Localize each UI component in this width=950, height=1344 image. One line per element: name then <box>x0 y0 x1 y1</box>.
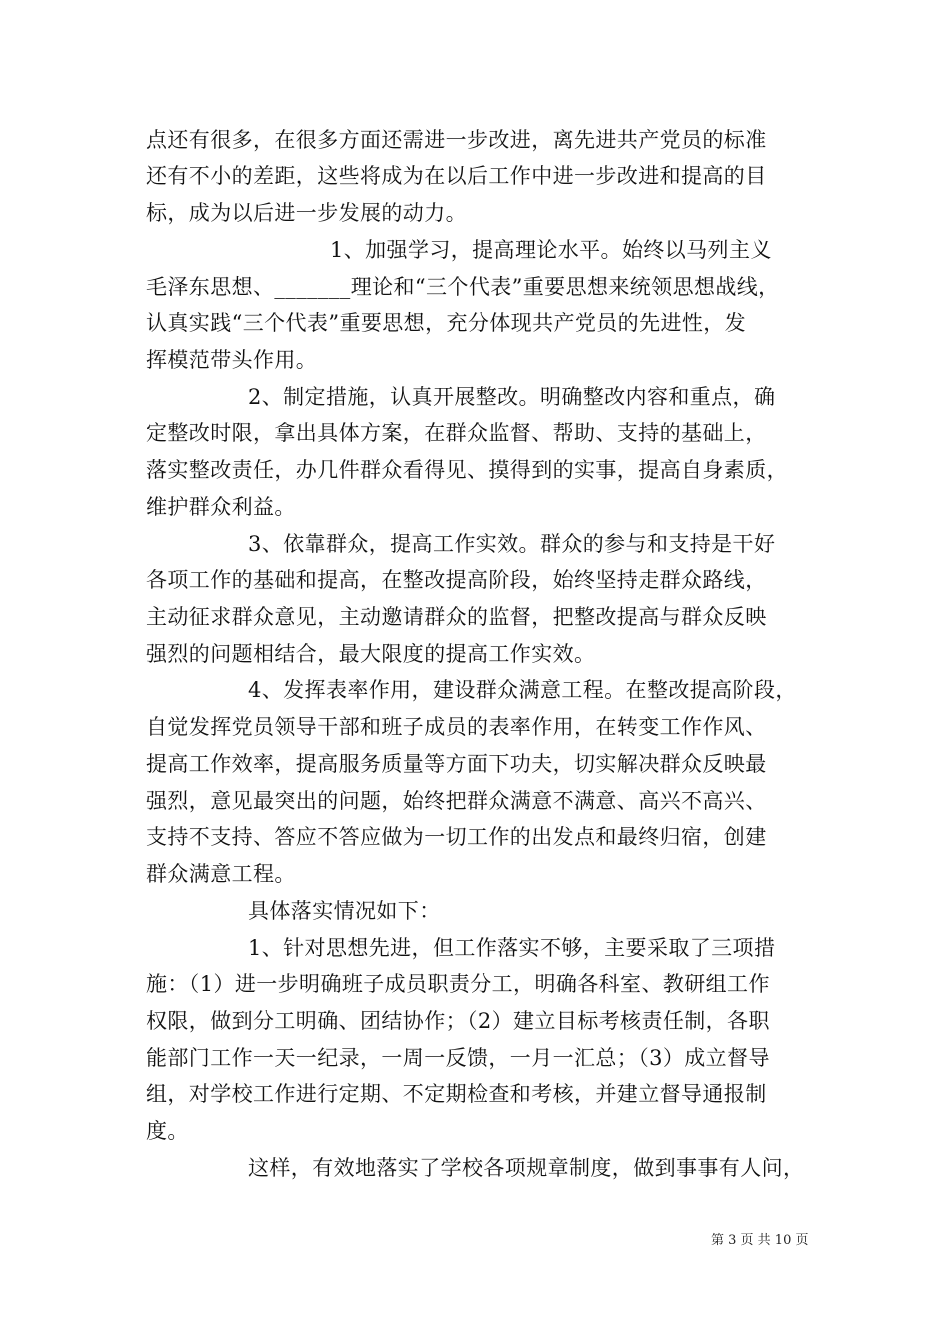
text-line: 维护群众利益。 <box>146 495 296 519</box>
text-line: 标，成为以后进一步发展的动力。 <box>146 201 467 225</box>
text-line: 权限，做到分工明确、团结协作；（2）建立目标考核责任制，各职 <box>146 1009 770 1033</box>
page-number: 第 3 页 共 10 页 <box>711 1233 809 1248</box>
paragraph-start: 这样，有效地落实了学校各项规章制度，做到事事有人问， <box>248 1156 805 1180</box>
paragraph-heading: 1、针对思想先进，但工作落实不够，主要采取了三项措 <box>248 936 776 960</box>
text-line: 各项工作的基础和提高，在整改提高阶段，始终坚持走群众路线， <box>146 568 767 592</box>
text-line: 还有不小的差距，这些将成为在以后工作中进一步改进和提高的目 <box>146 164 767 188</box>
text-line: 强烈的问题相结合，最大限度的提高工作实效。 <box>146 642 596 666</box>
text-line: 挥模范带头作用。 <box>146 348 318 372</box>
text-line: 自觉发挥党员领导干部和班子成员的表率作用，在转变工作作风、 <box>146 715 767 739</box>
paragraph-heading: 1、加强学习，提高理论水平。始终以马列主义 <box>330 238 772 262</box>
text-line: 能部门工作一天一纪录，一周一反馈，一月一汇总；（3）成立督导 <box>146 1046 770 1070</box>
text-line: 群众满意工程。 <box>146 862 296 886</box>
text-line: 定整改时限，拿出具体方案，在群众监督、帮助、支持的基础上， <box>146 421 767 445</box>
text-line: 落实整改责任，办几件群众看得见、摸得到的实事，提高自身素质， <box>146 458 788 482</box>
paragraph-heading: 2、制定措施，认真开展整改。明确整改内容和重点，确 <box>248 385 776 409</box>
text-line: 提高工作效率，提高服务质量等方面下功夫，切实解决群众反映最 <box>146 752 767 776</box>
text-line: 度。 <box>146 1119 189 1143</box>
text-line: 组，对学校工作进行定期、不定期检查和考核，并建立督导通报制 <box>146 1082 767 1106</box>
text-line: 主动征求群众意见，主动邀请群众的监督，把整改提高与群众反映 <box>146 605 767 629</box>
text-line: 支持不支持、答应不答应做为一切工作的出发点和最终归宿，创建 <box>146 825 767 849</box>
text-line: 毛泽东思想、_______理论和“三个代表”重要思想来统领思想战线， <box>146 275 780 299</box>
paragraph-heading: 4、发挥表率作用，建设群众满意工程。在整改提高阶段， <box>248 678 797 702</box>
section-intro: 具体落实情况如下： <box>248 899 441 923</box>
text-line: 强烈，意见最突出的问题，始终把群众满意不满意、高兴不高兴、 <box>146 789 767 813</box>
paragraph-heading: 3、依靠群众，提高工作实效。群众的参与和支持是干好 <box>248 532 776 556</box>
text-line: 点还有很多，在很多方面还需进一步改进，离先进共产党员的标准 <box>146 128 767 152</box>
text-line: 施：（1）进一步明确班子成员职责分工，明确各科室、教研组工作 <box>146 972 770 996</box>
text-line: 认真实践“三个代表”重要思想，充分体现共产党员的先进性，发 <box>146 311 747 335</box>
